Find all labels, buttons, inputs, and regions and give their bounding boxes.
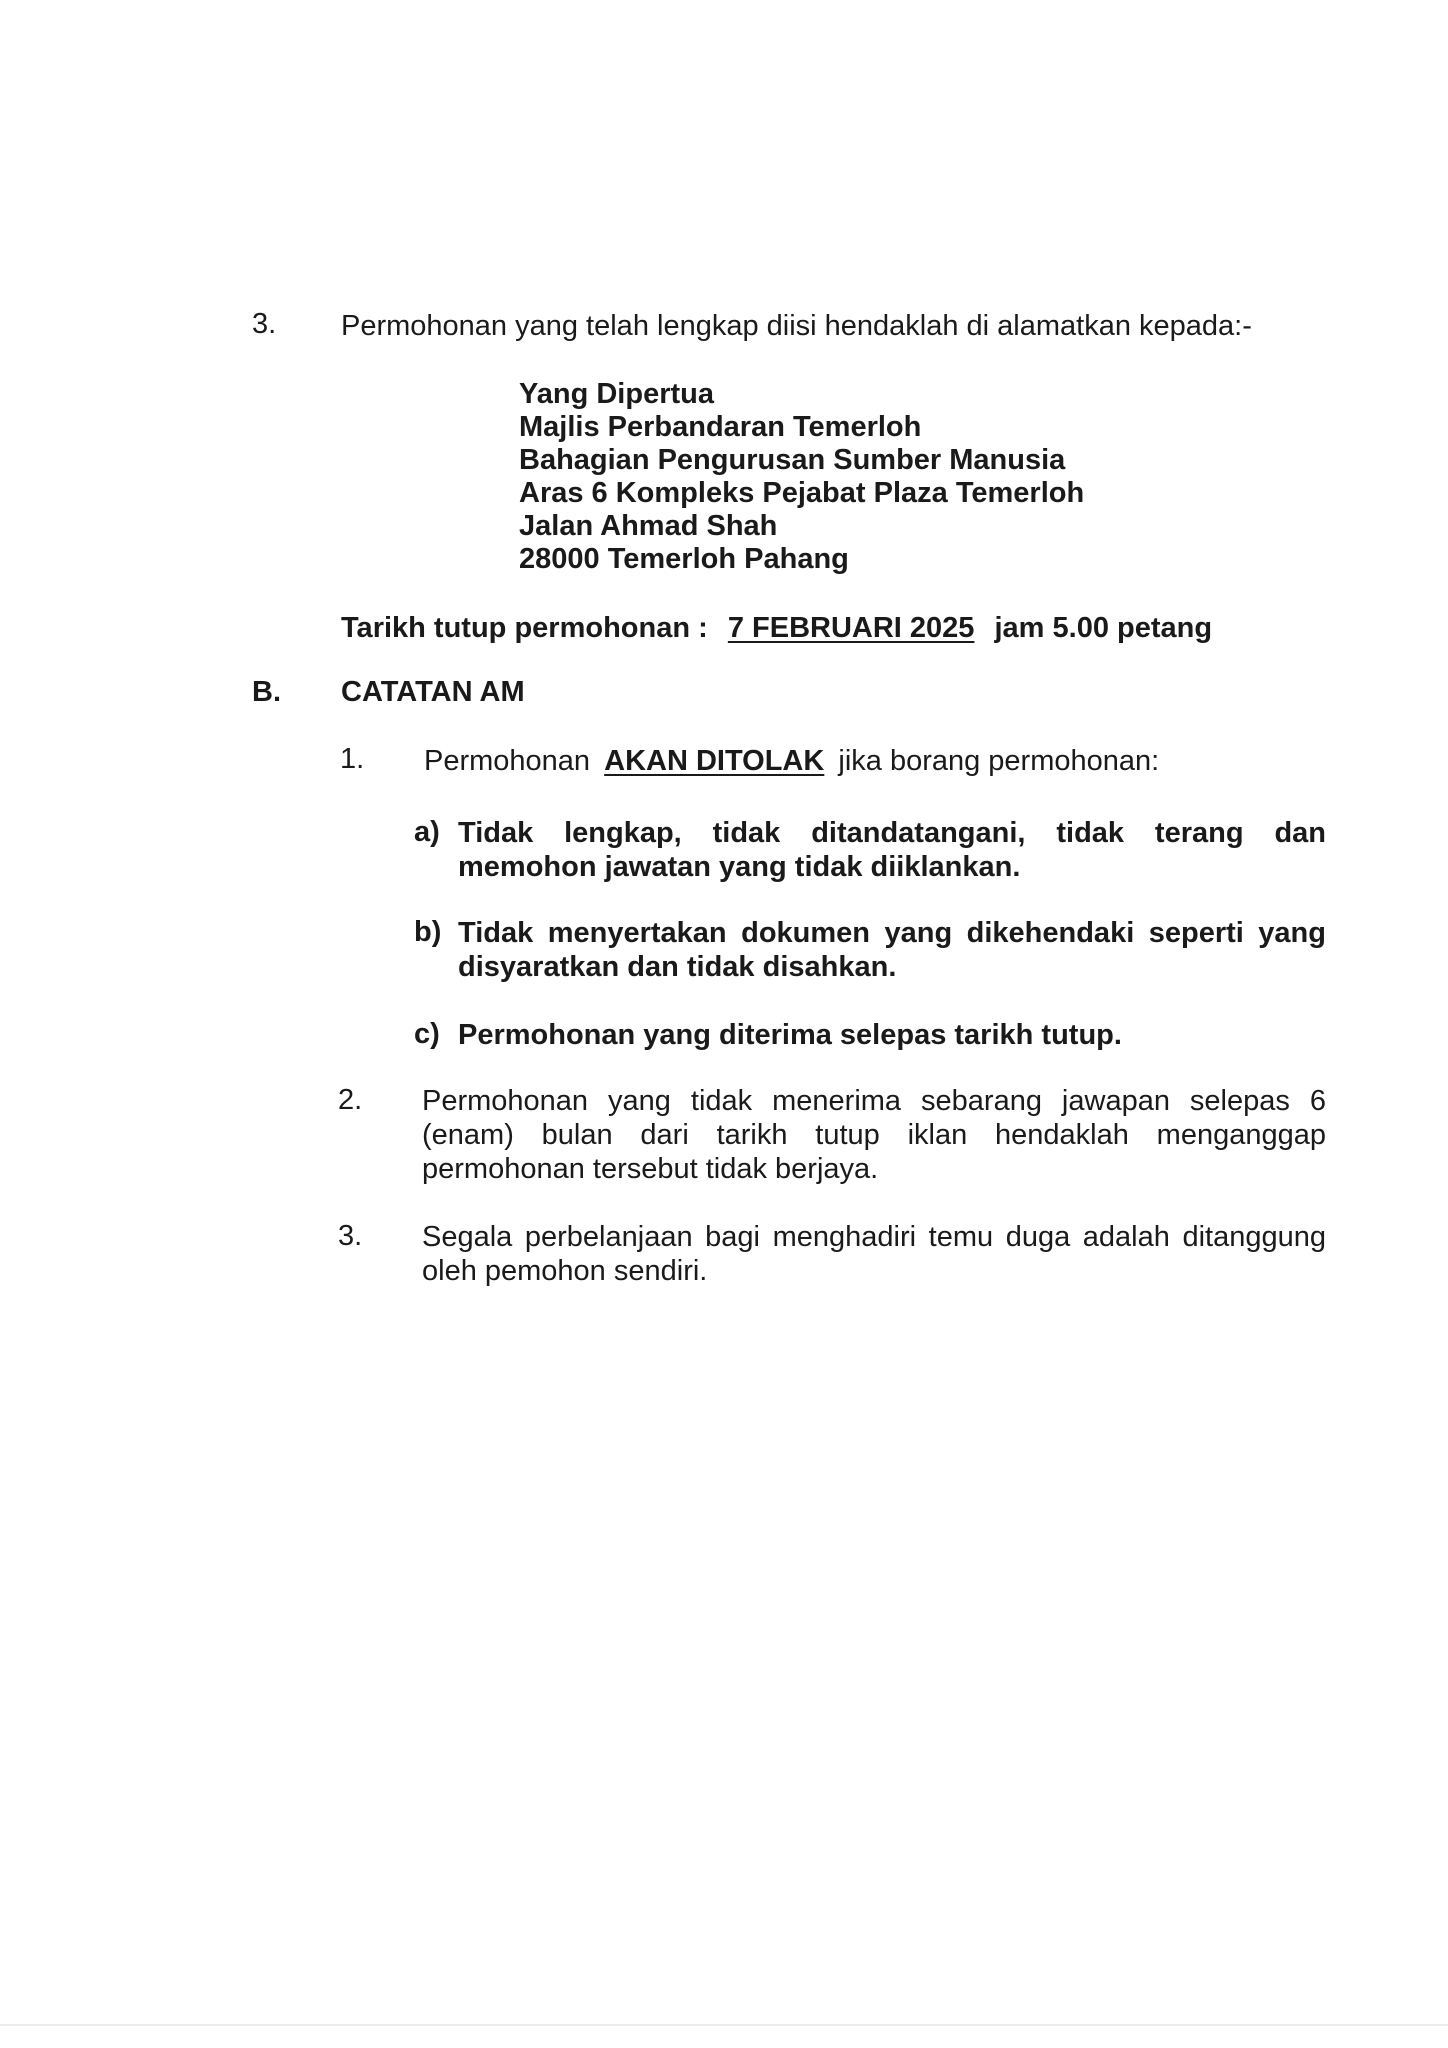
note-2-text: Permohonan yang tidak menerima sebarang jawapan selepas 6 (enam) bulan dari tarikh tutup iklan hendaklah menganggap permohonan tersebut tidak berjaya. (422, 1085, 1326, 1185)
note-1-text (424, 745, 1159, 778)
subitem-c-marker: c) (414, 1018, 440, 1050)
closing-date-line (341, 612, 1212, 645)
note-1-text-after: jika borang permohonan: (838, 745, 1160, 777)
section-b-title: CATATAN AM (341, 676, 525, 708)
note-3-text: Segala perbelanjaan bagi menghadiri temu duga adalah ditanggung oleh pemohon sendiri. (422, 1221, 1326, 1287)
closing-date: 7 FEBRUARI 2025 (727, 612, 975, 644)
subitem-c-text: Permohonan yang diterima selepas tarikh tutup. (458, 1019, 1122, 1051)
note-1-emphasis: AKAN DITOLAK (604, 745, 825, 777)
item-3-text: Permohonan yang telah lengkap diisi hendaklah di alamatkan kepada:- (341, 310, 1252, 342)
note-1-number: 1. (340, 743, 365, 775)
note-1-text-before: Permohonan (424, 745, 591, 777)
address-line-6: 28000 Temerloh Pahang (519, 543, 849, 575)
page-bottom-edge (0, 2024, 1448, 2026)
address-line-5: Jalan Ahmad Shah (519, 510, 778, 542)
closing-time: jam 5.00 petang (994, 612, 1213, 644)
subitem-b-text: Tidak menyertakan dokumen yang dikehendaki seperti yang disyaratkan dan tidak disahkan. (458, 917, 1326, 983)
item-3-number: 3. (252, 308, 277, 340)
address-line-4: Aras 6 Kompleks Pejabat Plaza Temerloh (519, 477, 1085, 509)
note-2-number: 2. (338, 1084, 363, 1116)
note-3-number: 3. (338, 1220, 363, 1252)
address-line-2: Majlis Perbandaran Temerloh (519, 411, 922, 443)
subitem-a-marker: a) (414, 816, 440, 848)
subitem-a-text: Tidak lengkap, tidak ditandatangani, tidak terang dan memohon jawatan yang tidak diiklankan. (458, 817, 1326, 883)
address-line-1: Yang Dipertua (519, 378, 714, 410)
section-b-letter: B. (252, 676, 281, 708)
closing-label: Tarikh tutup permohonan : (341, 612, 708, 644)
subitem-b-marker: b) (414, 916, 442, 948)
address-line-3: Bahagian Pengurusan Sumber Manusia (519, 444, 1066, 476)
